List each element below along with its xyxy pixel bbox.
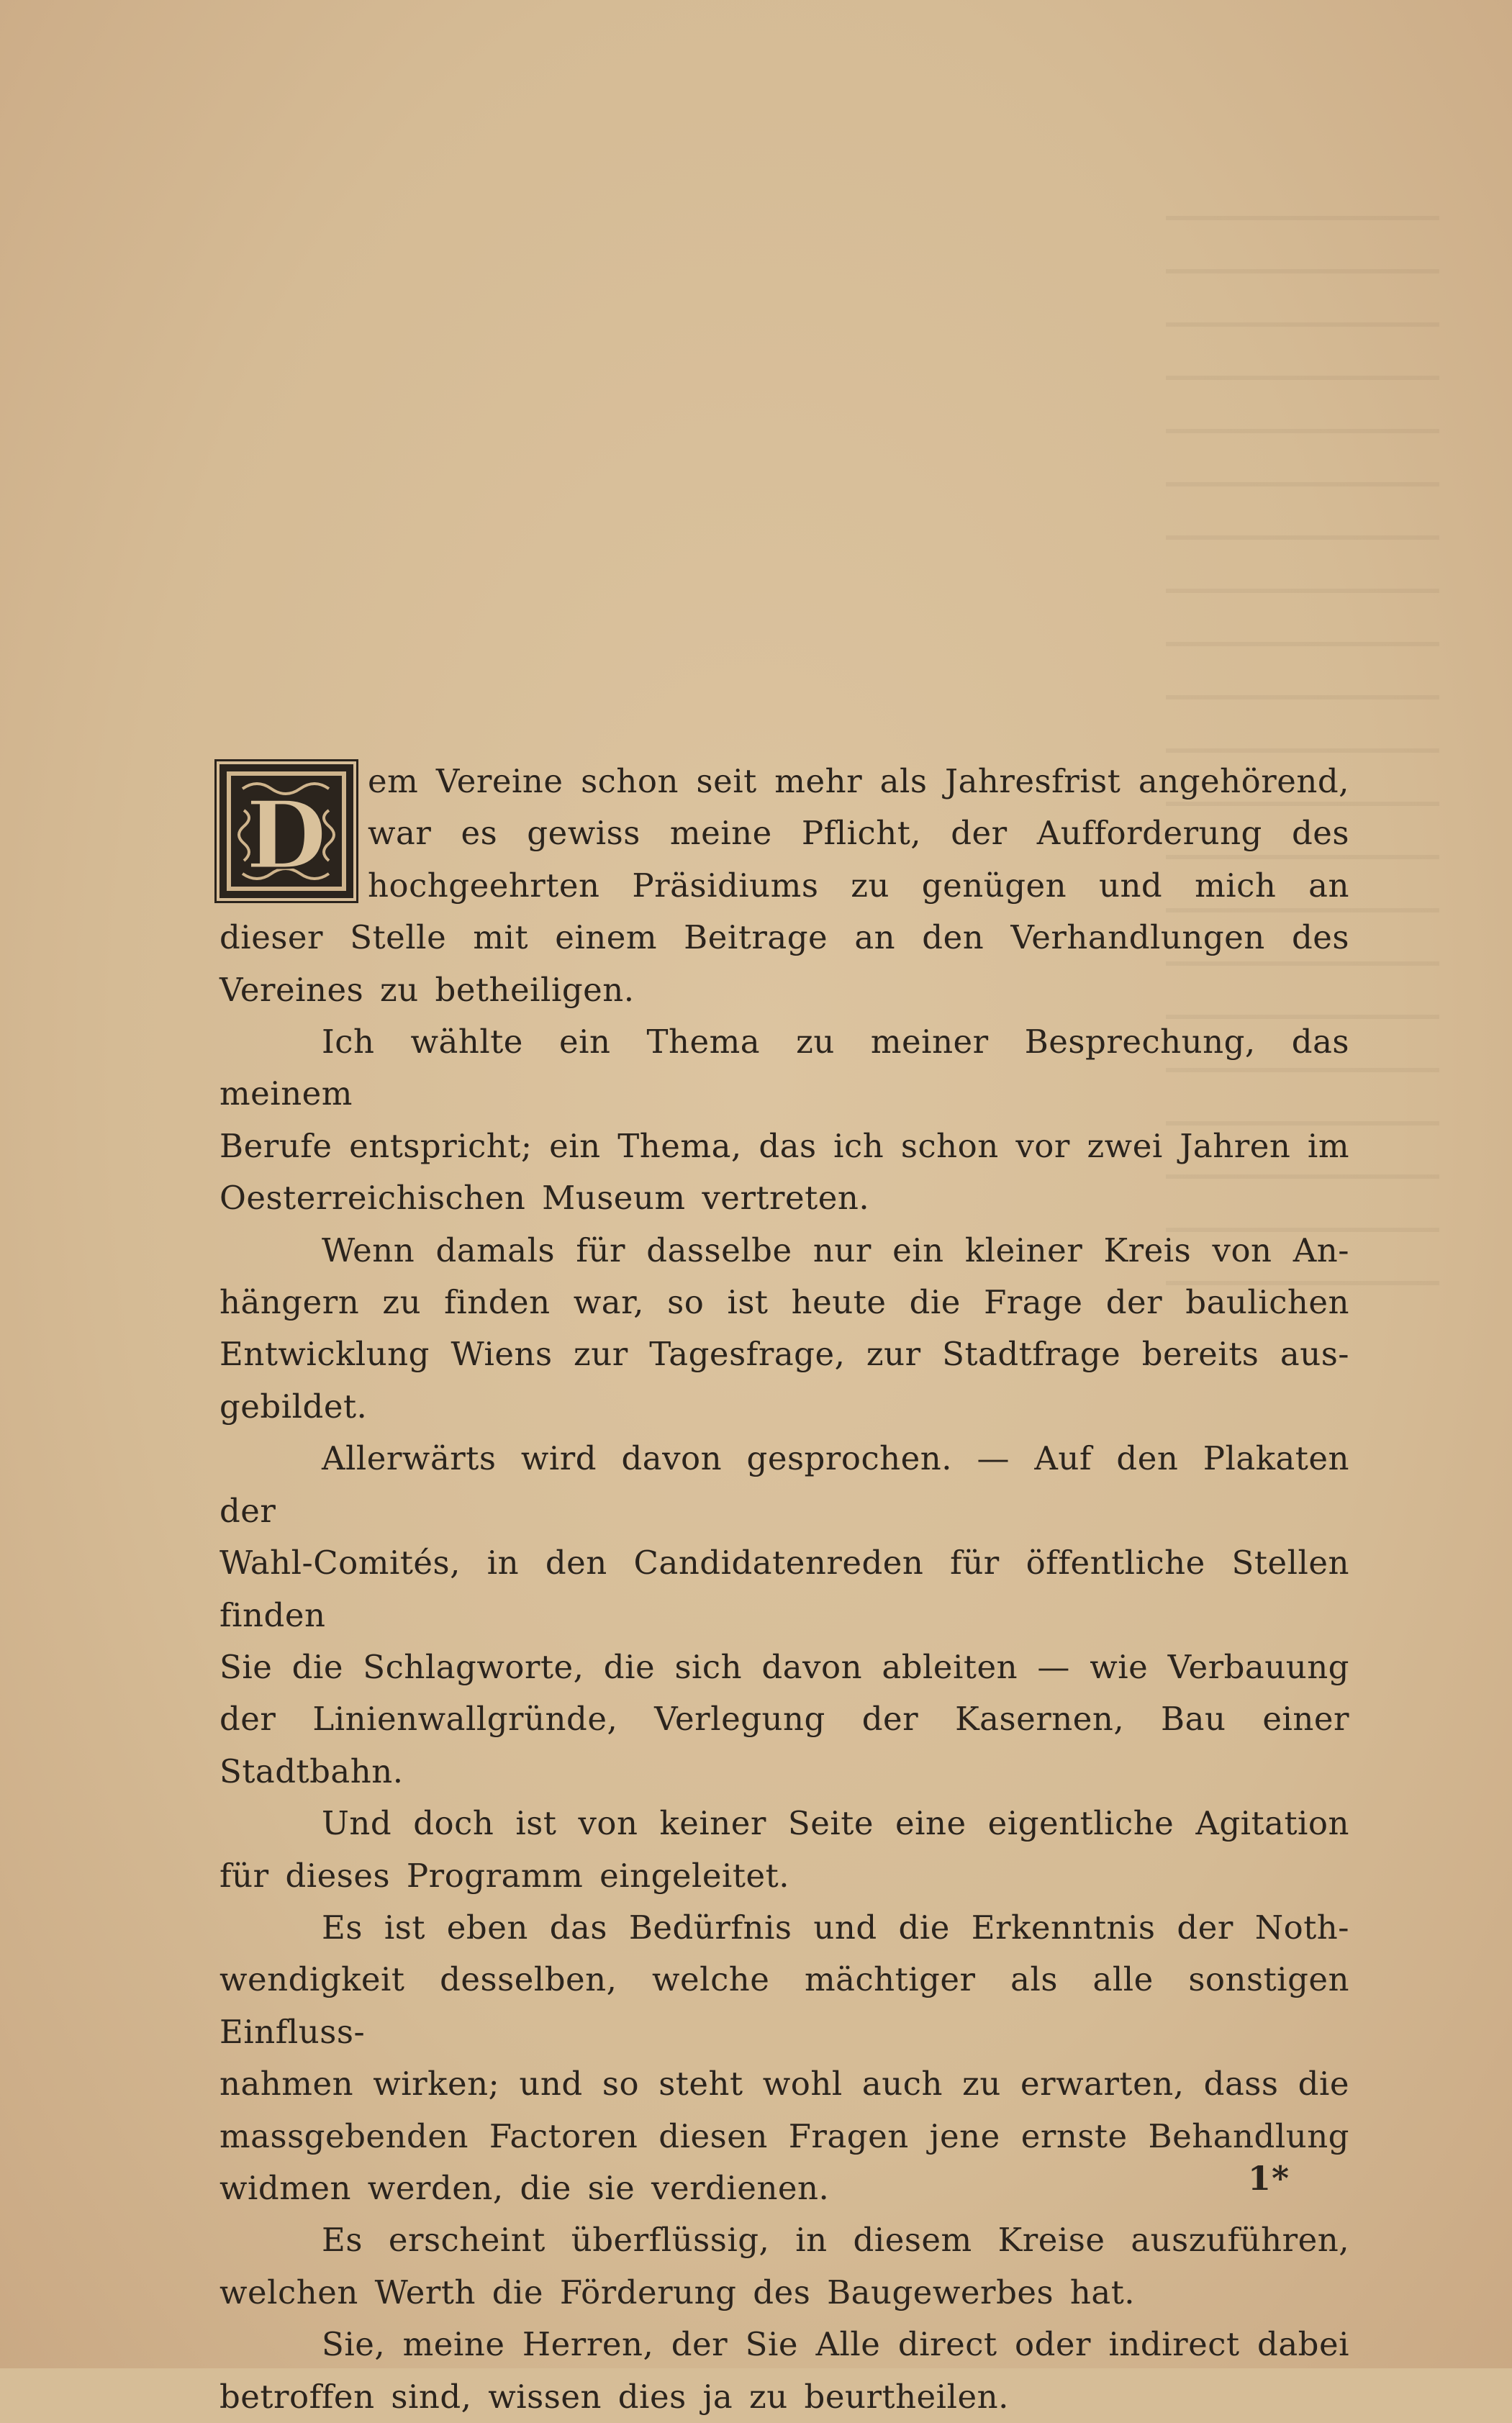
text-line: widmen werden, die sie verdienen. [219,2168,830,2207]
body-text [219,756,1349,2423]
paragraph [219,1225,1349,1434]
page-folio: 1* [1248,2159,1290,2198]
text-line: em Vereine schon seit mehr als Jahresfrist angehörend, [368,762,1349,800]
text-line: Berufe entspricht; ein Thema, das ich schon vor zwei Jahren im [219,1126,1349,1165]
text-line: Vereines zu betheiligen. [219,970,635,1009]
dropcap-letter: D [245,780,327,890]
paragraph [219,1798,1349,1902]
text-line: gebildet. [219,1387,368,1426]
text-line: hochgeehrten Präsidiums zu genügen und mich an [368,866,1349,905]
text-line: nahmen wirken; und so steht wohl auch zu erwarten, dass die [219,2065,1349,2103]
paragraph [219,756,1349,1016]
paragraph [219,2319,1349,2423]
text-line: Und doch ist von keiner Seite eine eigentliche Agitation [322,1804,1349,1843]
paragraph [219,1016,1349,1225]
text-line: Wenn damals für dasselbe nur ein kleiner Kreis von An- [322,1231,1349,1269]
text-line: Es erscheint überflüssig, in diesem Kreise auszuführen, [322,2221,1349,2260]
text-line: Entwicklung Wiens zur Tagesfrage, zur Stadtfrage bereits aus- [219,1335,1349,1374]
paragraph [219,1902,1349,2214]
paragraph [219,2214,1349,2319]
text-line: Ich wählte ein Thema zu meiner Besprechung, das meinem [219,1023,1349,1113]
text-line: der Linienwallgründe, Verlegung der Kasernen, Bau einer Stadtbahn. [219,1700,1349,1790]
text-line: war es gewiss meine Pflicht, der Aufforderung des [368,814,1349,853]
text-line: Es ist eben das Bedürfnis und die Erkenntnis der Noth- [322,1908,1349,1947]
text-line: Oesterreichischen Museum vertreten. [219,1179,870,1218]
text-line: Wahl-Comités, in den Candidatenreden für öffentliche Stellen finden [219,1544,1349,1634]
text-line: für dieses Programm eingeleitet. [219,1856,790,1895]
text-line: Sie, meine Herren, der Sie Alle direct oder indirect dabei [322,2325,1349,2364]
text-line: hängern zu finden war, so ist heute die Frage der baulichen [219,1283,1349,1322]
text-line: betroffen sind, wissen dies ja zu beurtheilen. [219,2377,1009,2416]
text-line: wendigkeit desselben, welche mächtiger als alle sonstigen Einfluss- [219,1960,1349,2051]
ornamental-initial-icon [219,764,353,898]
paragraph [219,1433,1349,1798]
text-line: massgebenden Factoren diesen Fragen jene ernste Behandlung [219,2116,1349,2155]
text-line: Sie die Schlagworte, die sich davon ableiten — wie Verbauung [219,1647,1349,1686]
text-line: welchen Werth die Förderung des Baugewerbes hat. [219,2273,1136,2311]
text-line: Allerwärts wird davon gesprochen. — Auf den Plakaten der [219,1439,1349,1530]
text-line: dieser Stelle mit einem Beitrage an den Verhandlungen des [219,918,1349,957]
